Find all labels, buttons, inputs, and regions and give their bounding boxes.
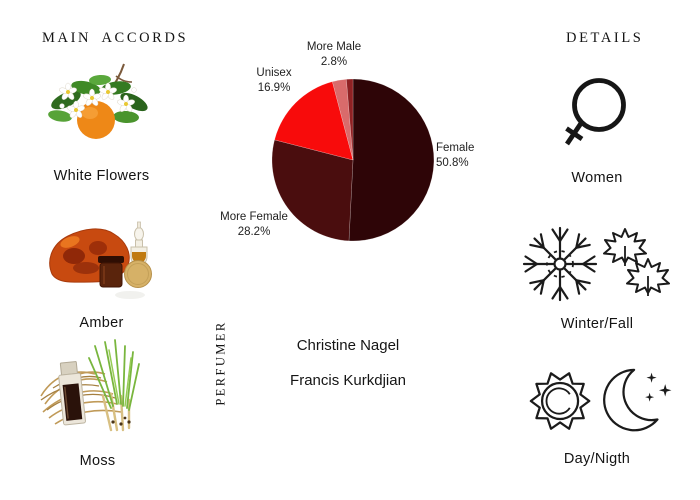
female-symbol-icon (558, 72, 628, 158)
pie-slice-female (349, 79, 434, 241)
star-icon (659, 384, 671, 396)
snowflake-maple-leaves-icon (522, 218, 672, 310)
maple-leaves-icon (604, 229, 669, 296)
pie-label-more-female-text: More Female (220, 211, 288, 223)
pie-label-more-female-pct: 28.2% (237, 226, 271, 238)
detail-label-winter-fall: Winter/Fall (560, 316, 634, 332)
moon-icon (604, 370, 671, 430)
snowflake-icon (524, 228, 596, 300)
accord-label-white-flowers: White Flowers (53, 168, 150, 184)
pie-label-unisex-pct: 16.9% (257, 82, 291, 94)
detail-label-women: Women (571, 170, 623, 186)
pie-label-female (436, 141, 474, 171)
perfumer-name-2: Francis Kurkdjian (290, 372, 406, 389)
perfumer-name-1: Christine Nagel (296, 337, 400, 354)
pie-label-unisex (256, 66, 291, 96)
moss-image (33, 338, 151, 438)
sun-icon (531, 373, 589, 428)
details-heading: DETAILS (566, 30, 644, 46)
star-icon (645, 393, 654, 402)
amber-image (42, 208, 160, 302)
pie-label-more-male-text: More Male (306, 41, 362, 53)
pie-label-more-female (220, 210, 288, 240)
main-accords-heading: MAIN ACCORDS (42, 30, 189, 46)
gender-pie-chart (271, 78, 435, 242)
pie-label-female-text: Female (436, 142, 475, 154)
star-icon (646, 373, 656, 383)
pie-label-more-male-pct: 2.8% (320, 56, 348, 68)
perfumer-heading: PERFUMER (213, 320, 228, 406)
pie-label-more-male (307, 40, 361, 70)
white-flowers-image (40, 60, 158, 156)
detail-label-day-nigth: Day/Nigth (563, 451, 631, 467)
pie-label-female-pct: 50.8% (436, 157, 469, 169)
sun-moon-stars-icon (526, 360, 672, 443)
accord-label-amber: Amber (79, 315, 124, 331)
accord-label-moss: Moss (79, 453, 116, 469)
pie-label-unisex-text: Unisex (256, 67, 292, 79)
